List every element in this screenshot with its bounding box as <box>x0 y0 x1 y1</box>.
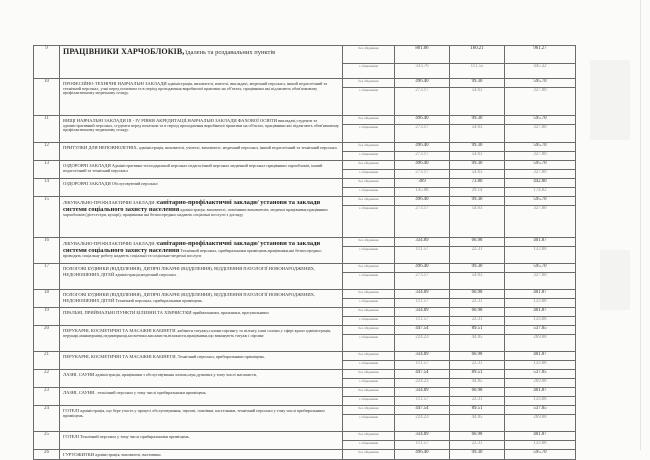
total-cell: 269.08 <box>505 335 576 352</box>
row-description <box>60 326 343 352</box>
table-row <box>34 79 576 88</box>
sub-label-without-meals: без обіднання <box>343 290 395 299</box>
row-description <box>60 432 343 450</box>
sub-label-with-meals: з обіднанням <box>343 415 395 432</box>
sub-label-without-meals: без обіднання <box>343 79 395 88</box>
vat-cell: 66.98 <box>450 388 505 397</box>
row-number: 18 <box>34 290 60 308</box>
row-description <box>60 308 343 326</box>
vat-cell: 54.63 <box>450 152 505 161</box>
sub-label-with-meals: з обіднанням <box>343 361 395 370</box>
sub-label-with-meals: з обіднанням <box>343 64 395 79</box>
category-title: ГОТЕЛІ <box>63 408 80 413</box>
vat-cell: 99.30 <box>450 143 505 152</box>
sub-label-with-meals: з обіднанням <box>343 441 395 450</box>
price-cell: 369 <box>395 179 450 188</box>
sub-label-with-meals: з обіднанням <box>343 247 395 264</box>
sub-label-with-meals: з обіднанням <box>343 170 395 179</box>
row-number: 17 <box>34 264 60 290</box>
sub-label-without-meals: без обіднання <box>343 264 395 273</box>
price-cell: 496.40 <box>395 264 450 273</box>
vat-cell: 22.31 <box>450 317 505 326</box>
total-cell: 327.80 <box>505 273 576 290</box>
price-cell: 334.89 <box>395 432 450 441</box>
category-text: приймальники, пральники, прасувальники <box>192 310 269 315</box>
vat-cell: 54.63 <box>450 125 505 143</box>
total-cell: 269.08 <box>505 379 576 388</box>
total-cell: 401.87 <box>505 238 576 247</box>
category-text: ,кабінети татуажу,салони пірсингу та пілінгу, інші салони у сфері краси адміністрація, перукарі,манікюрниці,педикюрниці,косметики,масажисти,візажисти,працівники,що виконують татуаж і пірсинг <box>63 328 331 338</box>
category-text: Адміністративно-господарський персонал педагогічний персонал медичний персонал працівники харчоблоків, інший педагогічний та технічний персонал <box>63 163 323 173</box>
vat-cell: 22.31 <box>450 247 505 264</box>
category-text: адміністрація, вихователі, помічники вихователів, медичні працівники,працівники харчоблоків (дієтсестри, кухарі), працівники які безпосередньо надають соціальні послуги з догляду <box>63 207 328 218</box>
category-text: адміністрація, вихователі, вахтовики. <box>95 452 162 457</box>
row-number: 21 <box>34 352 60 370</box>
sub-label-with-meals: з обіднанням <box>343 88 395 116</box>
total-cell: 327.80 <box>505 88 576 116</box>
category-title: ПОЛОГОВІ БУДИНКИ (ВІДДІЛЕННЯ), ДИТЯЧІ ЛІКАРНІ (ВІДДІЛЕННЯ), ВІДДІЛЕННЯ ПАТОЛОГІЇ НОВОНАРОДЖЕНИХ, НЕДОНОШЕНИХ ДІТЕЙ <box>63 292 316 303</box>
price-cell: 111.57 <box>395 361 450 370</box>
total-cell: 327.80 <box>505 152 576 161</box>
total-cell: 269.08 <box>505 415 576 432</box>
row-description <box>60 179 343 197</box>
price-cell: 334.89 <box>395 290 450 299</box>
table-row <box>34 432 576 441</box>
vat-cell: 99.30 <box>450 161 505 170</box>
category-text: . технічний персонал у тому числі прибиральники приміщень. <box>95 390 207 395</box>
row-description <box>60 46 343 79</box>
total-cell: 133.88 <box>505 441 576 450</box>
price-cell: 224.23 <box>395 335 450 352</box>
price-cell: 496.40 <box>395 116 450 125</box>
category-text: Технічний персонал у тому числі прибиральники приміщень. <box>80 434 190 439</box>
table-row <box>34 197 576 206</box>
category-title: ВИЩІ НАВЧАЛЬНІ ЗАКЛАДИ ІІІ - IV РІВНЯ АКРЕДИТАЦІЇ,НАВЧАЛЬНІ ЗАКЛАДИ ФАХОВОЇ ОСВІТИ <box>63 118 278 123</box>
total-cell: 595.70 <box>505 264 576 273</box>
category-title: ПЕРУКАРНІ, КОСМЕТИЧНІ ТА МАСАЖНІ КАБІНЕТИ, <box>63 354 177 359</box>
category-title: ПЕРУКАРНІ, КОСМЕТИЧНІ ТА МАСАЖНІ КАБІНЕТИ <box>63 328 176 333</box>
total-cell: 133.88 <box>505 317 576 326</box>
category-title: ГОТЕЛІ <box>63 434 80 439</box>
row-description <box>60 352 343 370</box>
sub-label-with-meals: з обіднанням <box>343 188 395 197</box>
price-cell: 447.54 <box>395 326 450 335</box>
price-cell: 447.54 <box>395 370 450 379</box>
row-description <box>60 143 343 161</box>
price-cell: 111.57 <box>395 247 450 264</box>
sub-label-without-meals: без обіднання <box>343 116 395 125</box>
sub-label-without-meals: без обіднання <box>343 238 395 247</box>
price-cell: 111.57 <box>395 397 450 406</box>
price-cell: 334.89 <box>395 352 450 361</box>
category-text: Обслуговуючий персонал <box>111 181 158 186</box>
row-number: 25 <box>34 432 60 450</box>
total-cell: 401.87 <box>505 308 576 317</box>
vat-cell: 54.63 <box>450 273 505 290</box>
row-description <box>60 370 343 388</box>
category-text: адміністрація, що бере участь у процесі обслуговування, чергові, покоївки, кастелянки, технічний персонал у тому числі прибиральники приміщень. <box>63 408 325 418</box>
row-description <box>60 238 343 264</box>
price-cell: 273.17 <box>395 170 450 179</box>
row-description <box>60 161 343 179</box>
category-title: ПРОФЕСІЙНО-ТЕХНІЧНІ НАВЧАЛЬНІ ЗАКЛАДИ <box>63 81 167 86</box>
category-title: ЛІКУВАЛЬНО-ПРОФІЛАКТИЧНІ ЗАКЛАДИ / <box>63 200 157 205</box>
table-row <box>34 238 576 247</box>
category-text: викладачі,студенти та адміністративний персонал, студенти перед початком та в період проходження виробничої практики на об'єктах, працівники які підлягають обов'язковому профілактичному медичному огляду. <box>63 118 339 133</box>
price-cell: 145.08 <box>395 188 450 197</box>
sub-label-with-meals: з обіднанням <box>343 273 395 290</box>
category-text: адміністрація, працівники з обслуговування лазень,саун,душових,у тому числі масажисти, <box>95 372 258 377</box>
row-number: 13 <box>34 161 60 179</box>
vat-cell: 44.85 <box>450 335 505 352</box>
vat-cell: 89.51 <box>450 370 505 379</box>
category-title: ПРАЦІВНИКИ ХАРЧОБЛОКІВ, <box>63 47 185 56</box>
table-row <box>34 116 576 125</box>
price-cell: 111.57 <box>395 441 450 450</box>
sub-label-without-meals: без обіднання <box>343 197 395 206</box>
row-number: 12 <box>34 143 60 161</box>
table-row <box>34 290 576 299</box>
sub-label-without-meals: без обіднання <box>343 406 395 415</box>
category-title: ЛАЗНІ, САУНИ <box>63 372 95 377</box>
sub-label-without-meals: без обіднання <box>343 179 395 188</box>
price-cell: 334.89 <box>395 238 450 247</box>
total-cell: 595.70 <box>505 161 576 170</box>
sub-label-without-meals: без обіднання <box>343 432 395 441</box>
vat-cell: 73.80 <box>450 179 505 188</box>
vat-cell: 29.14 <box>450 188 505 197</box>
category-title-bold: санітарно-профілактичні заклади/ установи та заклади системи соціального захисту населення <box>63 240 321 255</box>
price-cell: 111.57 <box>395 299 450 308</box>
table-row <box>34 326 576 335</box>
row-number: 23 <box>34 388 60 406</box>
vat-cell: 99.30 <box>450 79 505 88</box>
vat-cell: 99.30 <box>450 116 505 125</box>
price-cell: 273.17 <box>395 152 450 161</box>
category-title: ЛАЗНІ, САУНИ <box>63 390 95 395</box>
sub-label-without-meals: без обіднання <box>343 450 395 460</box>
price-cell: 333.76 <box>395 64 450 79</box>
row-number: 14 <box>34 179 60 197</box>
category-text: адміністрація, вихователі, вчителі, викладачі, медичний персонал, інший педагогічний та технічний персонал, учні перед початком та в період проходження виробничої практики на об'єктах, працівники які підлягають обов'язковому профілактичному медичному огляду. <box>63 81 328 96</box>
price-cell: 224.23 <box>395 415 450 432</box>
total-cell: 595.70 <box>505 450 576 460</box>
category-text: адміністрація, вихователі, учителі, вихователі, медичний персонал, інший педагогічний та технічний персонал. <box>138 145 338 150</box>
row-description <box>60 450 343 460</box>
sub-label-with-meals: з обіднанням <box>343 317 395 326</box>
price-cell: 496.40 <box>395 143 450 152</box>
sub-label-with-meals: з обіднанням <box>343 125 395 143</box>
sub-label-without-meals: без обіднання <box>343 352 395 361</box>
total-cell: 327.80 <box>505 170 576 179</box>
sub-label-without-meals: без обіднання <box>343 143 395 152</box>
vat-cell: 22.31 <box>450 397 505 406</box>
row-description <box>60 290 343 308</box>
scan-smudge <box>600 250 630 310</box>
sub-label-with-meals: з обіднанням <box>343 335 395 352</box>
row-number: 24 <box>34 406 60 432</box>
vat-cell: 66.98 <box>450 352 505 361</box>
total-cell: 595.70 <box>505 116 576 125</box>
total-cell: 401.87 <box>505 290 576 299</box>
total-cell: 174.82 <box>505 188 576 197</box>
scan-smudge <box>590 60 630 140</box>
table-row <box>34 161 576 170</box>
vat-cell: 66.98 <box>450 238 505 247</box>
total-cell: 595.70 <box>505 143 576 152</box>
sub-label-without-meals: без обіднання <box>343 308 395 317</box>
price-cell: 111.57 <box>395 317 450 326</box>
vat-cell: 99.30 <box>450 450 505 460</box>
vat-cell: 22.31 <box>450 299 505 308</box>
vat-cell: 160.21 <box>450 46 505 64</box>
price-cell: 496.40 <box>395 161 450 170</box>
category-title: ПРАЛЬНІ, ПРИЙМАЛЬНІ ПУНКТИ БІЛИЗНИ ТА ХІМЧИСТКИ <box>63 310 192 315</box>
sub-label-with-meals: з обіднанням <box>343 152 395 161</box>
sub-label-with-meals: з обіднанням <box>343 206 395 238</box>
price-cell: 273.17 <box>395 125 450 143</box>
total-cell: 537.05 <box>505 370 576 379</box>
total-cell: 133.88 <box>505 299 576 308</box>
vat-cell: 111.55 <box>450 64 505 79</box>
sub-label-with-meals: з обіднанням <box>343 397 395 406</box>
table-row <box>34 388 576 397</box>
table-row <box>34 143 576 152</box>
vat-cell: 89.51 <box>450 406 505 415</box>
row-number: 10 <box>34 79 60 116</box>
tariff-table <box>33 45 576 460</box>
table-body <box>34 46 576 460</box>
category-title: ЛІКУВАЛЬНО-ПРОФІЛАКТИЧНІ ЗАКЛАДИ / <box>63 241 157 246</box>
table-row <box>34 352 576 361</box>
table-row <box>34 264 576 273</box>
total-cell: 961.27 <box>505 46 576 64</box>
row-description <box>60 116 343 143</box>
table-row <box>34 179 576 188</box>
sub-label-without-meals: без обіднання <box>343 326 395 335</box>
category-text: Технічний персонал, прибиральники приміщень,працівники,які безпосередньо проводять соціальну роботу надають соціальні та соціально-медичні послуги <box>63 248 322 259</box>
row-number: 20 <box>34 326 60 352</box>
vat-cell: 66.98 <box>450 308 505 317</box>
vat-cell: 54.63 <box>450 88 505 116</box>
vat-cell: 89.51 <box>450 326 505 335</box>
category-text: їдалень та роздавальних пунктів <box>185 49 276 56</box>
page-edge <box>640 0 641 450</box>
vat-cell: 44.85 <box>450 415 505 432</box>
total-cell: 133.88 <box>505 397 576 406</box>
vat-cell: 22.31 <box>450 441 505 450</box>
category-title: ОЗДОРОВЧІ ЗАКЛАДИ <box>63 163 111 168</box>
row-description <box>60 197 343 238</box>
row-number: 15 <box>34 197 60 238</box>
category-text: Технічний персонал, прибиральники приміщень. <box>177 354 266 359</box>
total-cell: 401.87 <box>505 388 576 397</box>
row-description <box>60 264 343 290</box>
sub-label-with-meals: з обіднанням <box>343 379 395 388</box>
sub-label-with-meals: з обіднанням <box>343 299 395 308</box>
row-number: 26 <box>34 450 60 460</box>
total-cell: 327.80 <box>505 125 576 143</box>
vat-cell: 66.98 <box>450 432 505 441</box>
row-number: 19 <box>34 308 60 326</box>
row-number: 16 <box>34 238 60 264</box>
table-row <box>34 308 576 317</box>
table-row <box>34 46 576 64</box>
price-cell: 273.17 <box>395 206 450 238</box>
sub-label-without-meals: без обіднання <box>343 388 395 397</box>
total-cell: 537.05 <box>505 326 576 335</box>
category-title-bold: санітарно-профілактичні заклади/ установи та заклади системи соціального захисту населення <box>63 199 321 214</box>
price-cell: 273.17 <box>395 273 450 290</box>
category-title: ГУРТОЖИТКИ <box>63 452 95 457</box>
table-row <box>34 406 576 415</box>
row-number: 22 <box>34 370 60 388</box>
category-title: ПОЛОГОВІ БУДИНКИ (ВІДДІЛЕННЯ), ДИТЯЧІ ЛІКАРНІ (ВІДДІЛЕННЯ), ВІДДІЛЕННЯ ПАТОЛОГІЇ НОВОНАРОДЖЕНИХ, НЕДОНОШЕНИХ ДІТЕЙ <box>63 266 316 277</box>
total-cell: 133.88 <box>505 247 576 264</box>
vat-cell: 54.63 <box>450 170 505 179</box>
sub-label-without-meals: без обіднання <box>343 46 395 64</box>
row-description <box>60 406 343 432</box>
category-text: адміністрація,медичний персонал . <box>115 271 178 277</box>
vat-cell: 99.30 <box>450 197 505 206</box>
price-cell: 801.06 <box>395 46 450 64</box>
vat-cell: 66.98 <box>450 290 505 299</box>
row-description <box>60 79 343 116</box>
price-cell: 447.54 <box>395 406 450 415</box>
price-cell: 496.40 <box>395 197 450 206</box>
vat-cell: 44.85 <box>450 379 505 388</box>
total-cell: 537.05 <box>505 406 576 415</box>
table-row <box>34 450 576 460</box>
row-description <box>60 388 343 406</box>
row-number: 11 <box>34 116 60 143</box>
table-row <box>34 370 576 379</box>
total-cell: 401.87 <box>505 432 576 441</box>
vat-cell: 54.63 <box>450 206 505 238</box>
price-cell: 334.89 <box>395 388 450 397</box>
total-cell: 401.87 <box>505 352 576 361</box>
sub-label-without-meals: без обіднання <box>343 370 395 379</box>
price-cell: 273.17 <box>395 88 450 116</box>
total-cell: 595.70 <box>505 197 576 206</box>
total-cell: 133.88 <box>505 361 576 370</box>
total-cell: 327.80 <box>505 206 576 238</box>
category-title: ПРИТУЛКИ ДЛЯ НЕПОВНОЛІТНІХ, <box>63 145 138 150</box>
total-cell: 445.32 <box>505 64 576 79</box>
price-cell: 496.40 <box>395 79 450 88</box>
row-number: 9 <box>34 46 60 79</box>
sub-label-without-meals: без обіднання <box>343 161 395 170</box>
category-text: Технічний персонал, прибиральники приміщень. <box>115 297 203 303</box>
total-cell: 442.80 <box>505 179 576 188</box>
vat-cell: 99.30 <box>450 264 505 273</box>
vat-cell: 22.31 <box>450 361 505 370</box>
price-cell: 224.23 <box>395 379 450 388</box>
price-cell: 334.89 <box>395 308 450 317</box>
category-title: ОЗДОРОВЧІ ЗАКЛАДИ <box>63 181 111 186</box>
price-cell: 496.40 <box>395 450 450 460</box>
total-cell: 595.70 <box>505 79 576 88</box>
